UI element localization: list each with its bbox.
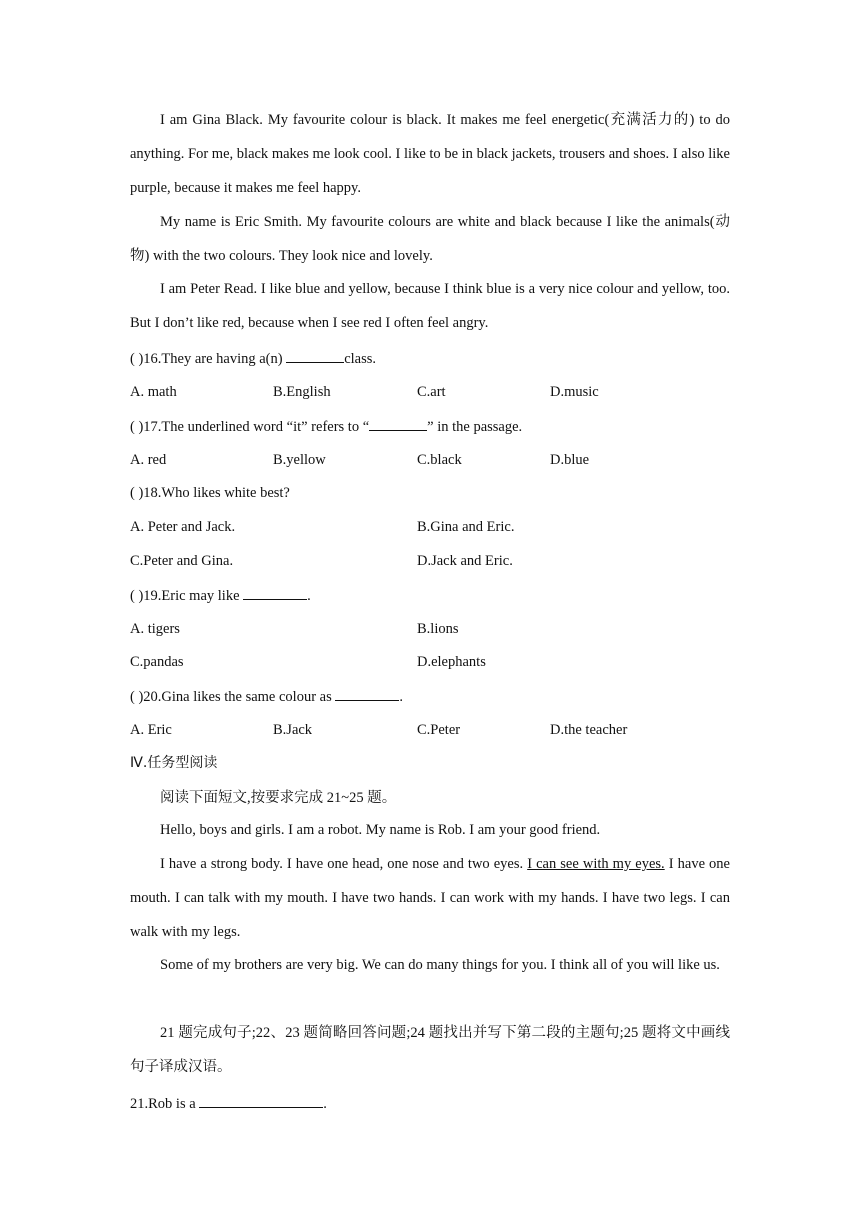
robot-passage-intro: Hello, boys and girls. I am a robot. My name is Rob. I am your good friend.	[160, 822, 601, 838]
section-heading: Ⅳ.任务型阅读	[130, 755, 218, 771]
answer-blank	[369, 416, 427, 431]
option-16-b: B.English	[273, 384, 331, 400]
section-instruction: 阅读下面短文,按要求完成 21~25 题。	[160, 790, 397, 806]
question-16-suffix: class.	[344, 351, 377, 367]
option-16-d: D.music	[550, 384, 599, 400]
question-20	[130, 686, 403, 707]
answer-blank	[199, 1093, 323, 1108]
option-19-d: D.elephants	[417, 654, 486, 670]
question-16-stem: ( )16.They are having a(n)	[130, 351, 287, 367]
question-19-stem: ( )19.Eric may like	[130, 588, 244, 604]
robot-passage-closing: Some of my brothers are very big. We can do many things for you. I think all of you will like us.	[160, 957, 720, 973]
option-20-a: A. Eric	[130, 722, 172, 738]
underlined-sentence: I can see with my eyes.	[527, 856, 665, 872]
question-20-stem: ( )20.Gina likes the same colour as	[130, 689, 336, 705]
option-19-c: C.pandas	[130, 654, 184, 670]
answer-blank	[335, 686, 399, 701]
question-21-stem: 21.Rob is a	[130, 1096, 200, 1112]
option-19-a: A. tigers	[130, 621, 180, 637]
option-17-a: A. red	[130, 452, 167, 468]
robot-passage-body	[130, 848, 730, 949]
robot-text-after: I have one mouth. I can talk with my mouth. I have two hands. I can work with my hands. I have two legs. I can walk with my legs.	[130, 856, 730, 940]
answer-blank	[243, 585, 307, 600]
option-16-a: A. math	[130, 384, 177, 400]
option-17-b: B.yellow	[273, 452, 326, 468]
question-19	[130, 585, 311, 606]
question-17-suffix: ” in the passage.	[427, 419, 523, 435]
question-17	[130, 416, 522, 437]
option-16-c: C.art	[417, 384, 446, 400]
robot-text-before: I have a strong body. I have one head, one nose and two eyes.	[160, 856, 528, 872]
question-21-suffix: .	[323, 1096, 327, 1112]
passage-peter: I am Peter Read. I like blue and yellow, because I think blue is a very nice colour and yellow, too. But I don’t like red, because when I see red I often feel angry.	[130, 281, 730, 331]
option-20-d: D.the teacher	[550, 722, 628, 738]
option-20-c: C.Peter	[417, 722, 461, 738]
option-18-d: D.Jack and Eric.	[417, 553, 513, 569]
question-16	[130, 348, 376, 369]
passage-eric: My name is Eric Smith. My favourite colours are white and black because I like the animals(动物) with the two colours. They look nice and lovely.	[130, 214, 730, 264]
answer-blank	[286, 348, 344, 363]
question-20-suffix: .	[399, 689, 403, 705]
option-19-b: B.lions	[417, 621, 459, 637]
option-20-b: B.Jack	[273, 722, 313, 738]
option-18-b: B.Gina and Eric.	[417, 519, 515, 535]
passage-gina: I am Gina Black. My favourite colour is black. It makes me feel energetic(充满活力的) to do anything. For me, black makes me look cool. I like to be in black jackets, trousers and shoes. I also like purple, because it makes me feel happy.	[130, 112, 730, 196]
question-19-suffix: .	[307, 588, 311, 604]
option-17-c: C.black	[417, 452, 462, 468]
question-18: ( )18.Who likes white best?	[130, 485, 290, 501]
question-17-stem: ( )17.The underlined word “it” refers to “	[130, 419, 370, 435]
option-18-c: C.Peter and Gina.	[130, 553, 234, 569]
option-17-d: D.blue	[550, 452, 590, 468]
option-18-a: A. Peter and Jack.	[130, 519, 236, 535]
question-21	[130, 1093, 327, 1114]
task-note: 21 题完成句子;22、23 题简略回答问题;24 题找出并写下第二段的主题句;25 题将文中画线句子译成汉语。	[130, 1025, 730, 1075]
